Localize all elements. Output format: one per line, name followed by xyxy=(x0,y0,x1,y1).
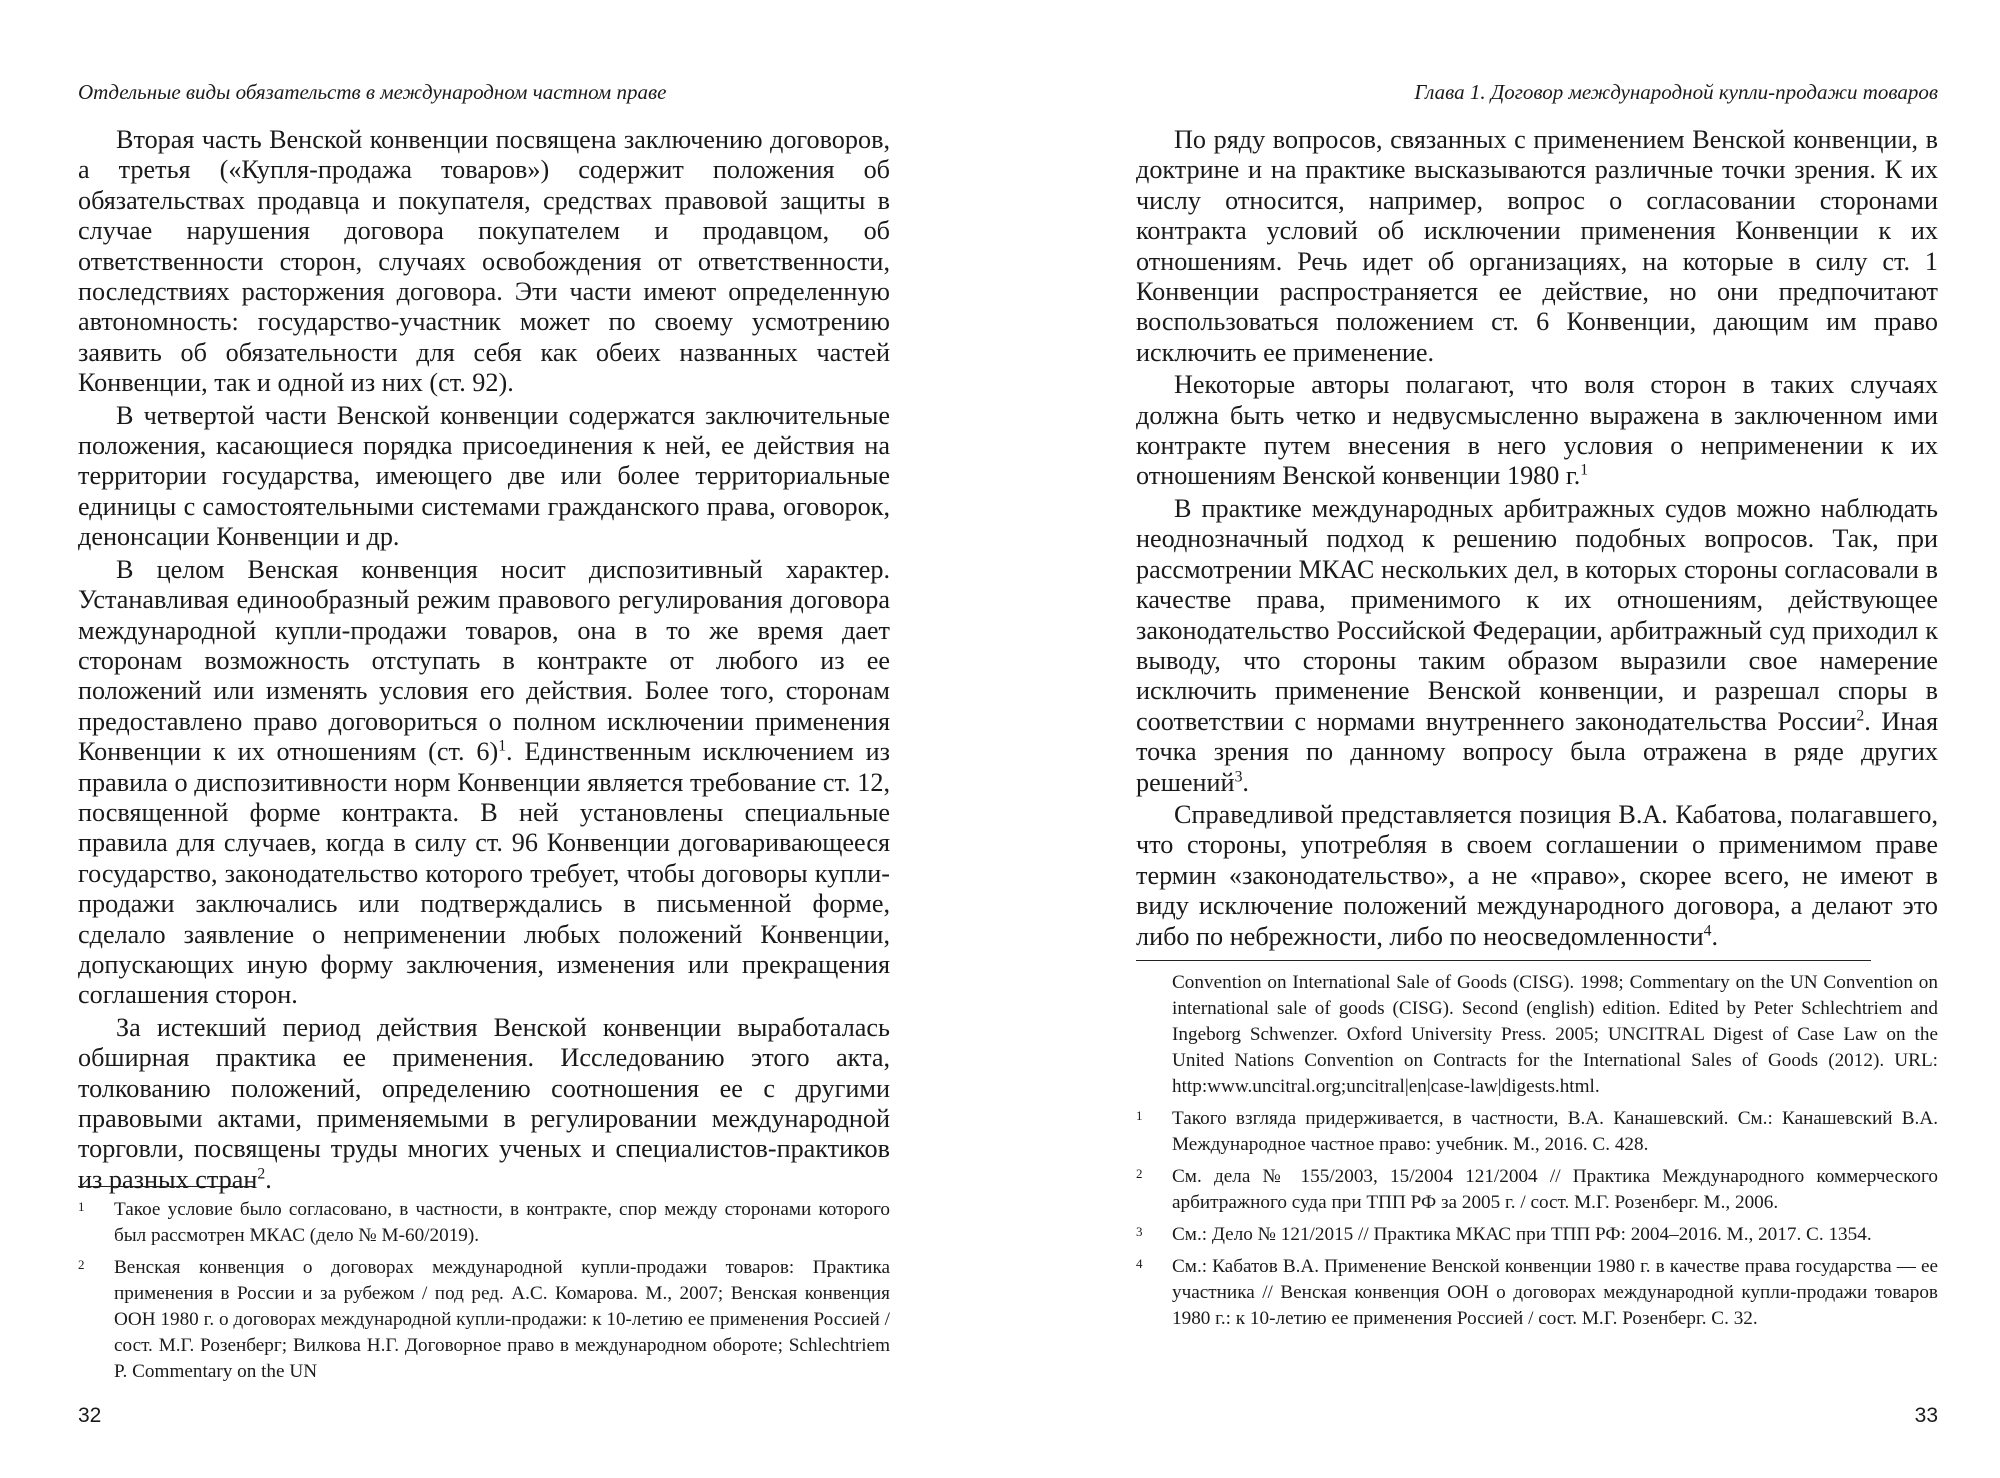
running-head: Отдельные виды обязательств в международном частном праве xyxy=(78,80,667,104)
footnote xyxy=(1136,1222,1938,1248)
footnote-continuation: Convention on International Sale of Goods (CISG). 1998; Commentary on the UN Convention on international sale of goods (CISG). Second (english) edition. Edited by Peter Schlechtriem and Ingeborg Schwenzer. Oxford University Press. 2005; UNCITRAL Digest of Case Law on the United Nations Convention on Contracts for the International Sales of Goods (2012). URL: http:www.uncitral.org;uncitral|en|case-law|digests.html. xyxy=(1172,972,1938,1097)
footnote xyxy=(1136,1106,1938,1158)
paragraph: За истекший период действия Венской конвенции выработалась обширная практика ее применения. Исследованию этого акта, толкованию положений, определению соотношения ее с другими правовыми актами, применяемыми в регулировании международной торговли, посвящены труды многих ученых и специалистов-практиков из разных стран$^2$. xyxy=(78,1012,890,1194)
footnote-number: 1 xyxy=(78,1199,85,1214)
footnote-separator xyxy=(1136,960,1871,961)
right-page xyxy=(1136,0,1938,1478)
left-page xyxy=(78,0,890,1478)
footnotes xyxy=(1136,970,1938,1338)
footnote-marker[interactable]: 4 xyxy=(1703,921,1712,939)
paragraph: В четвертой части Венской конвенции содержатся заключительные положения, касающиеся порядка присоединения к ней, ее действия на территории государства, имеющего две или более территориальные единицы с самостоятельными системами гражданского права, оговорок, денонсации Конвенции и др. xyxy=(78,400,890,552)
footnote-text: См.: Кабатов В.А. Применение Венской конвенции 1980 г. в качестве права государства — ее участника // Венская конвенция ООН о договорах международной купли-продажи товаров 1980 г.: к 10-летию ее применения Россией / сост. М.Г. Розенберг. С. 32. xyxy=(1172,1256,1938,1329)
footnote-text: Венская конвенция о договорах международной купли-продажи товаров: Практика применения в России и за рубежом / под ред. А.С. Комарова. М., 2007; Венская конвенция ООН 1980 г. о договорах международной купли-продажи: к 10-летию ее применения Россией / сост. М.Г. Розенберг; Вилкова Н.Г. Договорное право в международном обороте; Schlechtriem P. Commentary on the UN xyxy=(114,1257,890,1382)
paragraph: По ряду вопросов, связанных с применением Венской конвенции, в доктрине и на практике высказываются различные точки зрения. К их числу относится, например, вопрос о согласовании сторонами контракта условий об исключении применения Конвенции к их отношениям. Речь идет об организациях, на которые в силу ст. 1 Конвенции распространяется ее действие, но они предпочитают воспользоваться положением ст. 6 Конвенции, дающим им право исключить ее применение. xyxy=(1136,125,1938,367)
footnote xyxy=(1136,1254,1938,1332)
footnote-marker[interactable]: 2 xyxy=(1856,706,1865,724)
footnote-number: 1 xyxy=(1136,1108,1143,1123)
footnotes xyxy=(78,1197,890,1391)
paragraph: Некоторые авторы полагают, что воля сторон в таких случаях должна быть четко и недвусмысленно выражена в заключенном ими контракте путем внесения в него условия о неприменении к их отношениям Венской конвенции 1980 г.$^1$ xyxy=(1136,370,1938,491)
paragraph: В практике международных арбитражных судов можно наблюдать неоднозначный подход к решению подобных вопросов. Так, при рассмотрении МКАС нескольких дел, в которых стороны согласовали в качестве права, применимого к их отношениям, действующее законодательство Российской Федерации, арбитражный суд приходил к выводу, что стороны таким образом выразили свое намерение исключить применение Венской конвенции, и разрешал споры в соответствии с нормами внутреннего законодательства России$^2$. Иная точка зрения по данному вопросу была отражена в ряде других решений$^3$. xyxy=(1136,493,1939,797)
footnote-text: Такого взгляда придерживается, в частности, В.А. Канашевский. См.: Канашевский В.А. Международное частное право: учебник. М., 2016. С. 428. xyxy=(1172,1108,1938,1155)
body-text xyxy=(78,125,890,1197)
footnote-text: См. дела № 155/2003, 15/2004 121/2004 // Практика Международного коммерческого арбитражного суда при ТПП РФ за 2005 г. / сост. М.Г. Розенберг. М., 2006. xyxy=(1172,1166,1938,1213)
footnote-marker[interactable]: 1 xyxy=(498,737,507,755)
footnote xyxy=(78,1255,890,1385)
footnote-number: 4 xyxy=(1136,1256,1143,1271)
footnote-separator xyxy=(78,1186,254,1187)
footnote-marker[interactable]: 3 xyxy=(1234,767,1243,785)
footnote-marker[interactable]: 2 xyxy=(257,1165,266,1183)
paragraph: Вторая часть Венской конвенции посвящена заключению договоров, а третья («Купля-продажа товаров») содержит положения об обязательствах продавца и покупателя, средствах правовой защиты в случае нарушения договора покупателем и продавцом, об ответственности сторон, случаях освобождения от ответственности, последствиях расторжения договора. Эти части имеют определенную автономность: государство-участник может по своему усмотрению заявить об обязательности для себя как обеих названных частей Конвенции, так и одной из них (ст. 92). xyxy=(78,125,890,398)
footnote xyxy=(1136,1164,1938,1216)
running-head: Глава 1. Договор международной купли-продажи товаров xyxy=(1414,80,1938,104)
page-number: 33 xyxy=(1914,1404,1938,1427)
paragraph: В целом Венская конвенция носит диспозитивный характер. Устанавливая единообразный режим правового регулирования договора международной купли-продажи товаров, она в то же время дает сторонам возможность отступать в контракте от любого из ее положений или изменять условия его действия. Более того, сторонам предоставлено право договориться о полном исключении применения Конвенции к их отношениям (ст. 6)$^1$. Единственным исключением из правила о диспозитивности норм Конвенции является требование ст. 12, посвященной форме контракта. В ней установлены специальные правила для случаев, когда в силу ст. 96 Конвенции договаривающееся государство, законодательство которого требует, чтобы договоры купли-продажи заключались или подтверждались в письменной форме, сделало заявление о неприменении любых положений Конвенции, допускающих иную форму заключения, изменения или прекращения соглашения сторон. xyxy=(78,554,890,1010)
page-number: 32 xyxy=(78,1404,102,1427)
body-text xyxy=(1136,125,1938,954)
footnote-text: См.: Дело № 121/2015 // Практика МКАС при ТПП РФ: 2004–2016. М., 2017. С. 1354. xyxy=(1172,1224,1872,1245)
paragraph: Справедливой представляется позиция В.А. Кабатова, полагавшего, что стороны, употребляя в своем соглашении о применимом праве термин «законодательство», а не «право», скорее всего, не имеют в виду исключение положений международного договора, а делают это либо по небрежности, либо по неосведомленности$^4$. xyxy=(1136,799,1938,951)
footnote-number: 2 xyxy=(1136,1166,1143,1181)
footnote-number: 3 xyxy=(1136,1224,1143,1239)
footnote-marker[interactable]: 1 xyxy=(1580,461,1589,479)
footnote xyxy=(78,1197,890,1249)
footnote-text: Такое условие было согласовано, в частности, в контракте, спор между сторонами которого был рассмотрен МКАС (дело № М-60/2019). xyxy=(114,1199,890,1246)
footnote-number: 2 xyxy=(78,1257,85,1272)
